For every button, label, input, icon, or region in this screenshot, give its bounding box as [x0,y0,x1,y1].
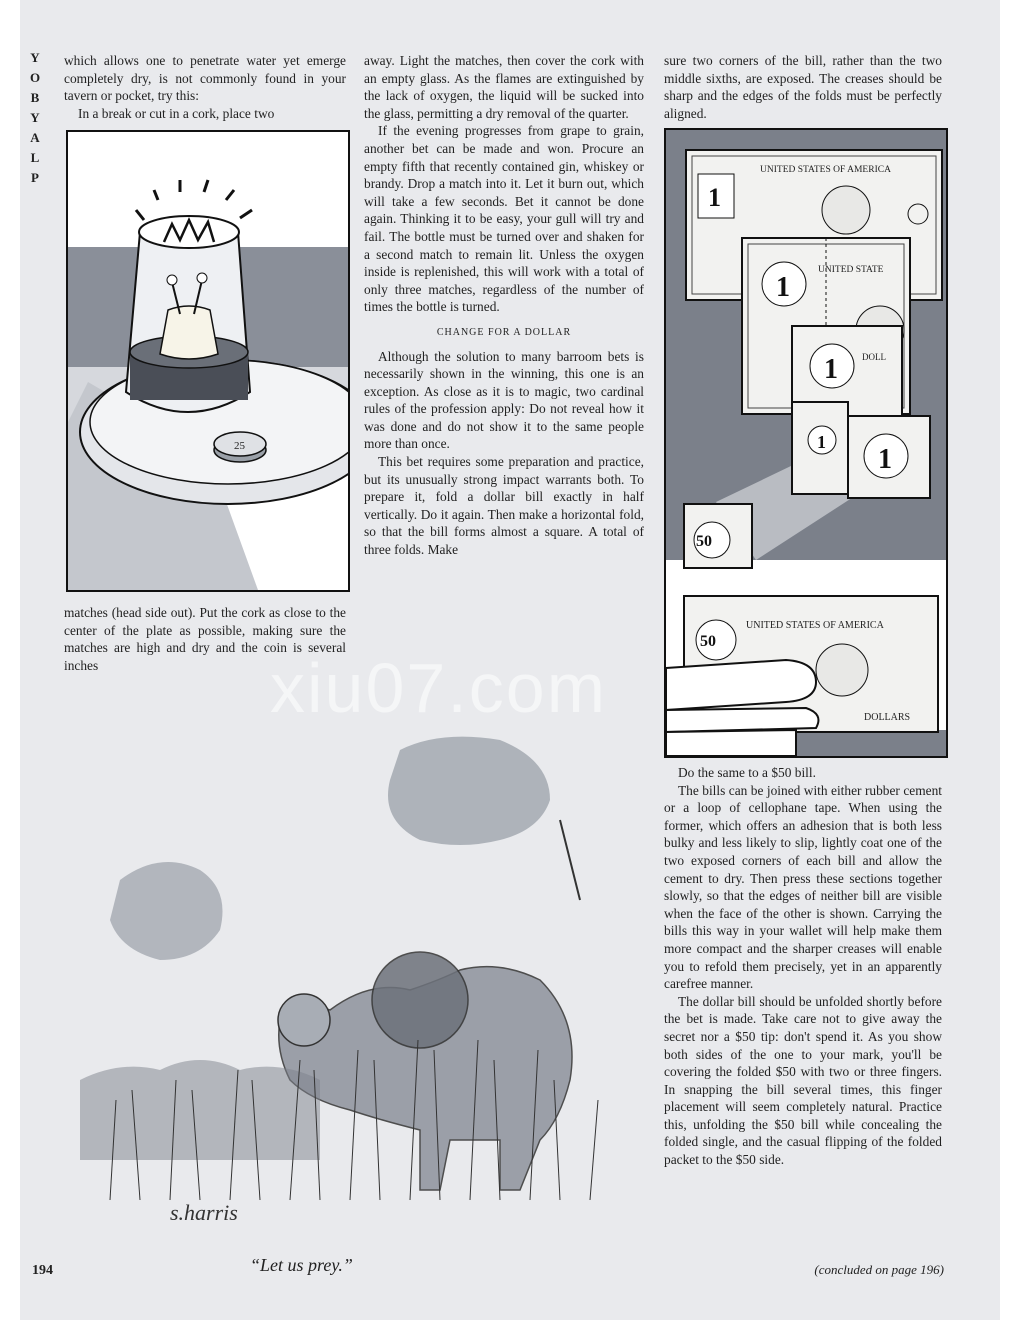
bill-denomination: 1 [824,354,838,385]
coin-label: 25 [234,440,245,452]
dollar-bill-quartered [792,402,848,494]
bill-denomination: 1 [708,183,721,212]
lion-cartoon-drawing [80,720,640,1240]
fifty-bill-folded [684,504,752,568]
glass-cork-drawing [68,132,348,590]
paragraph: away. Light the matches, then cover the cork with an empty glass. As the flames are extinguished by the lack of oxygen, the liquid will be sucked into the glass, permitting a dry removal of the quarter. [364,53,644,121]
page-number: 194 [32,1263,53,1278]
bill-denomination: 1 [817,432,826,452]
column-3-top [664,52,942,122]
column-3-bottom [664,764,942,1169]
glass-cork-illustration [66,130,350,592]
bill-heading: UNITED STATES OF AMERICA [760,165,891,175]
bill-heading: UNITED STATE [818,265,884,275]
lion-cartoon [80,720,640,1240]
bill-denomination: 1 [878,444,892,475]
watermark: xiu07.com [270,649,608,727]
bill-heading: UNITED STATES OF AMERICA [746,620,884,631]
bill-denomination: 50 [700,633,716,650]
paragraph: The dollar bill should be unfolded shortly before the bet is made. Take care not to give away the secret nor a $50 tip: don't spend it. As you show both sides of the one to your mark, you'll be covering the folded $50 with two or three fingers. In snapping the bill several times, this finger placement will seem completely natural. Practice this, unfolding the $50 bill while concealing the folded single, and the casual flipping of the folded packet to the $50 side. [664,993,942,1168]
bill-text: DOLL [862,352,886,362]
playboy-masthead: Y O B Y A L P [29,50,41,185]
paragraph: which allows one to penetrate water yet emerge completely dry, is not commonly found in your tavern or pocket, try this: [64,53,346,104]
paragraph: This bet requires some preparation and practice, but its unusually strong impact warrants both. To prepare it, fold a dollar bill exactly in half vertically. Do it again. Then make a horizontal fold, so that the bill forms almost a square. A total of three folds. Make [364,454,644,558]
fifty-bill-in-hand [666,596,938,756]
bill-text: DOLLARS [864,712,911,723]
bill-folding-illustration [664,128,948,758]
section-subhead: CHANGE FOR A DOLLAR [436,326,572,338]
paragraph: In a break or cut in a cork, place two [78,105,275,121]
paragraph: sure two corners of the bill, rather than the two middle sixths, are exposed. The creases should be sharp and the edges of the folds must be perfectly aligned. [664,53,942,121]
dollar-bill-final-fold [848,416,930,498]
bill-denomination: 1 [776,272,790,303]
paragraph: matches (head side out). Put the cork as close to the center of the plate as possible, making sure the matches are high and dry and the coin is several inches [64,605,346,673]
column-2 [364,52,644,559]
column-1-top [64,52,346,122]
paragraph: Although the solution to many barroom bets is necessarily shown in the winning, this one is an exception. As close as it is to magic, two cardinal rules of the profession apply: Do not reveal how it was done and do not show it to the same people more than once. [364,348,644,452]
bill-denomination: 50 [696,533,712,550]
continued-note: (concluded on page 196) [814,1262,944,1277]
paragraph: The bills can be joined with either rubber cement or a loop of cellophane tape. When using the former, which offers an adhesion that is both less bulky and less likely to slip, lightly coat one of the two exposed corners of each bill and allow the cement to dry. Then press these sections together slowly, so that the edges of neither bill are visible when the face of the other is shown. Carrying the bills this way in your wallet will help make them more compact and the sharper creases will enable you to refold them precisely, yet in an apparently carefree manner. [664,782,942,992]
cartoon-caption: “Let us prey.” [250,1255,353,1275]
bill-folding-drawing [666,130,946,756]
artist-signature: s.harris [170,1200,238,1225]
paragraph: If the evening progresses from grape to grain, another bet can be made and won. Procure an empty fifth that recently contained gin, whiskey or brandy. Drop a match into it. Let it burn out, which will take a few seconds. Bet it cannot be done again. Thinking it to be easy, your gull will try and fail. The bottle must be turned over and shaken for a second match to remain lit. Unless the oxygen inside is replenished, this will work with a total of only three matches, regardless of the number of times the bottle is turned. [364,123,644,315]
paragraph: Do the same to a $50 bill. [678,765,816,780]
magazine-page [20,0,1000,1320]
